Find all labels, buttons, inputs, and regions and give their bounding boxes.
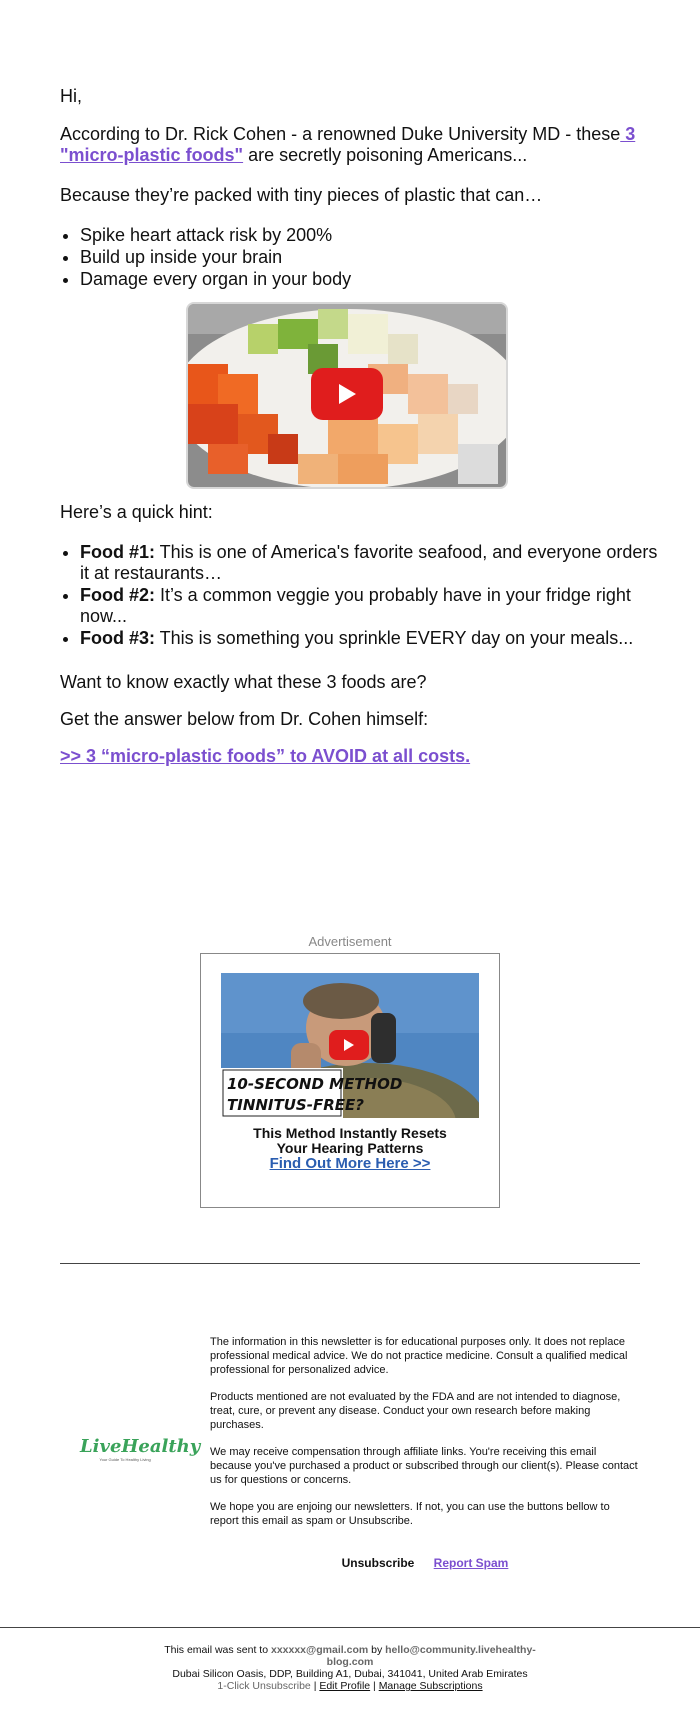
footer — [150, 1644, 550, 1692]
food-label: Food #3: — [80, 628, 155, 648]
question-text: Want to know exactly what these 3 foods are? — [60, 672, 427, 692]
answer-text: Get the answer below from Dr. Cohen himself: — [60, 709, 429, 729]
footer-sent-to — [150, 1644, 550, 1668]
intro-text: According to Dr. Rick Cohen - a renowned Duke University MD - these — [60, 124, 621, 144]
logo-name: LiveHealthy — [80, 1436, 201, 1457]
footer-address: Dubai Silicon Oasis, DDP, Building A1, Dubai, 341041, United Arab Emirates — [172, 1668, 528, 1680]
food-label: Food #1: — [80, 542, 155, 562]
recipient-email: xxxxxx@gmail.com — [270, 1644, 369, 1656]
food-text: It’s a common veggie you probably have in your fridge right now... — [80, 585, 631, 626]
list-item: • Spike heart attack risk by 200% — [80, 224, 665, 246]
hint-heading: Here’s a quick hint: — [60, 502, 213, 522]
food-text: This is one of America's favorite seafood, and everyone orders it at restaurants… — [80, 542, 658, 583]
ad-headline-2: Your Hearing Patterns — [276, 1140, 424, 1156]
ad-image-text-1: 10-SECOND METHOD — [227, 1075, 403, 1093]
list-item — [80, 542, 665, 584]
ad-image[interactable] — [221, 973, 479, 1118]
separator: | — [370, 1680, 379, 1692]
unsubscribe-button[interactable]: Unsubscribe — [341, 1556, 415, 1570]
list-item — [80, 628, 665, 649]
list-item: • Damage every organ in your body — [80, 268, 665, 290]
advertisement-box[interactable] — [200, 953, 500, 1208]
advertisement-label: Advertisement — [308, 934, 392, 949]
play-button[interactable] — [311, 368, 383, 420]
play-button[interactable] — [329, 1030, 369, 1060]
ad-headline-1: This Method Instantly Resets — [253, 1125, 447, 1141]
disclaimer-paragraph: Products mentioned are not evaluated by the FDA and are not intended to diagnose, treat, cure, or prevent any disease. Conduct your own research before making purchases. — [210, 1391, 621, 1431]
list-item: • Build up inside your brain — [80, 246, 665, 268]
risk-list — [60, 224, 665, 290]
disclaimer-paragraph: We may receive compensation through affiliate links. You're receiving this email because you've purchased a product or subscribed through our client(s). Please contact us for questions or concerns. — [210, 1446, 638, 1486]
edit-profile-link[interactable]: Edit Profile — [319, 1680, 371, 1692]
list-item — [80, 585, 665, 627]
logo-tagline: Your Guide To Healthy Living — [99, 1457, 151, 1462]
play-icon — [337, 383, 357, 405]
logo — [80, 1436, 201, 1462]
food-label: Food #2: — [80, 585, 155, 605]
ad-caption — [201, 1126, 499, 1171]
play-icon — [343, 1038, 355, 1052]
micro-plastic-foods-link[interactable]: 3 "micro-plastic foods" — [60, 124, 636, 165]
intro-text-after: are secretly poisoning Americans... — [243, 145, 528, 165]
disclaimer-paragraph: The information in this newsletter is for educational purposes only. It does not replace professional medical advice. We do not practice medicine. Consult a qualified medical professional for personalized advice. — [210, 1336, 628, 1376]
ad-find-out-more-link[interactable]: Find Out More Here >> — [269, 1155, 431, 1172]
footer-divider — [0, 1627, 700, 1628]
foods-list — [60, 542, 665, 650]
email-actions — [210, 1556, 640, 1570]
intro-paragraph — [60, 124, 645, 166]
separator: | — [310, 1680, 320, 1692]
by-label: by — [368, 1644, 386, 1656]
video-thumbnail[interactable] — [188, 304, 506, 487]
divider — [60, 1263, 640, 1264]
sent-to-label: This email was sent to — [164, 1644, 271, 1656]
food-text: This is something you sprinkle EVERY day on your meals... — [155, 628, 634, 648]
sender-email: hello@community.livehealthy-blog.com — [326, 1644, 536, 1668]
manage-subscriptions-link[interactable]: Manage Subscriptions — [378, 1680, 483, 1692]
cta-link[interactable]: >> 3 “micro-plastic foods” to AVOID at all costs. — [60, 746, 471, 766]
disclaimer-paragraph: We hope you are enjoing our newsletters. If not, you can use the buttons bellow to report this email as spam or Unsubscribe. — [210, 1501, 610, 1527]
because-text: Because they’re packed with tiny pieces of plastic that can… — [60, 185, 543, 205]
footer-links — [150, 1680, 550, 1692]
ad-image-text-2: TINNITUS-FREE? — [227, 1096, 364, 1114]
report-spam-button[interactable]: Report Spam — [433, 1556, 509, 1570]
greeting: Hi, — [60, 86, 82, 106]
one-click-unsubscribe-link[interactable]: 1-Click Unsubscribe — [217, 1680, 311, 1692]
disclaimer — [210, 1335, 640, 1541]
